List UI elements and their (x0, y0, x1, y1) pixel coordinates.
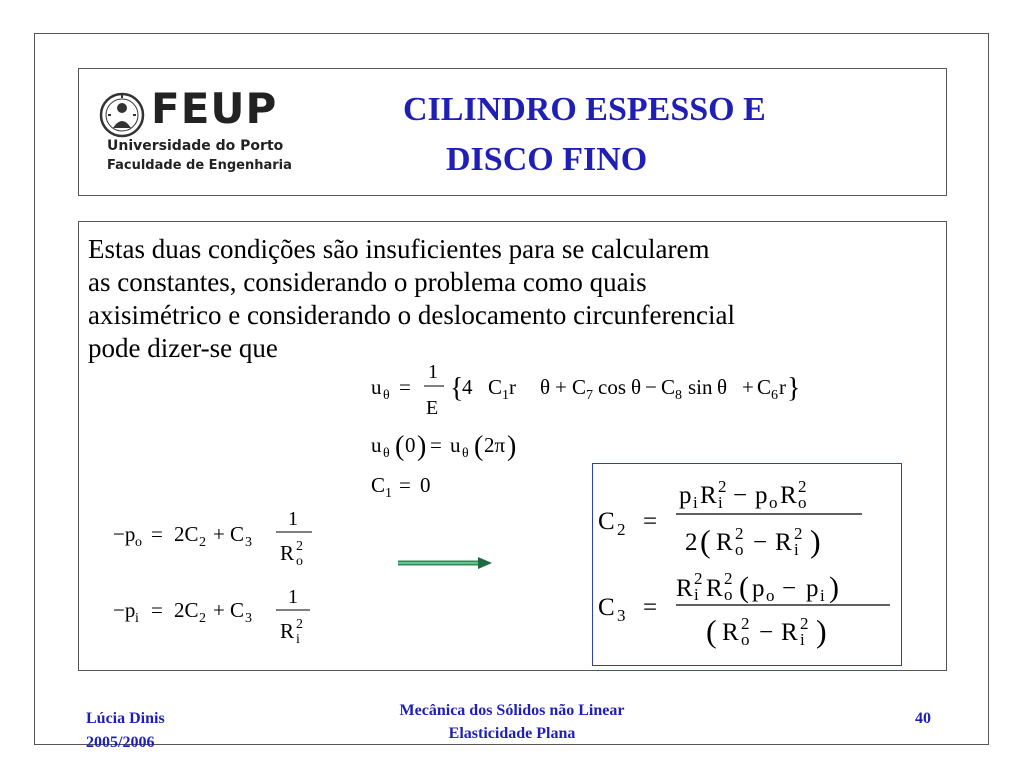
svg-text:o: o (741, 630, 750, 649)
footer-page-number: 40 (915, 710, 931, 727)
equation-c1-zero (371, 473, 431, 501)
svg-text:2: 2 (718, 477, 727, 496)
svg-text:): ) (829, 571, 839, 604)
svg-text:p: p (755, 482, 768, 509)
svg-text:−: − (753, 529, 768, 556)
svg-text:R: R (716, 529, 733, 556)
svg-text:C: C (572, 375, 587, 399)
svg-text:7: 7 (586, 388, 593, 403)
slide-title-line-2: DISCO FINO (446, 141, 648, 178)
svg-text:(: ( (706, 613, 717, 649)
svg-text:2C: 2C (174, 522, 199, 546)
svg-text:θ: θ (383, 388, 390, 403)
footer-year: 2005/2006 (86, 734, 155, 751)
svg-text:R: R (280, 541, 295, 565)
svg-text:C: C (757, 375, 772, 399)
svg-text:3: 3 (245, 611, 252, 626)
svg-text:2: 2 (685, 529, 698, 556)
svg-text:2π: 2π (484, 433, 506, 457)
implication-arrow (398, 557, 492, 569)
footer-topic: Elasticidade Plana (448, 725, 576, 742)
svg-text:0: 0 (405, 433, 416, 457)
footer-course: Mecânica dos Sólidos não Linear (399, 702, 625, 719)
equation-c2-result (598, 477, 862, 559)
svg-text:(: ( (739, 571, 749, 604)
svg-text:R: R (722, 619, 739, 646)
svg-text:2C: 2C (174, 598, 199, 622)
footer-author: Lúcia Dinis (86, 710, 165, 727)
svg-text:θ: θ (462, 446, 469, 461)
svg-text:2: 2 (735, 524, 744, 543)
svg-text:2: 2 (800, 614, 809, 633)
svg-text:1: 1 (385, 486, 392, 501)
svg-text:{: { (450, 373, 464, 404)
svg-text:R: R (775, 529, 792, 556)
svg-text:): ) (810, 523, 821, 559)
svg-text:): ) (507, 431, 517, 462)
svg-text:2: 2 (617, 520, 626, 539)
svg-text:=: = (151, 522, 163, 546)
body-line: Estas duas condições são insuficientes para se calcularem (88, 234, 710, 264)
svg-text:o: o (135, 535, 142, 550)
svg-text:p: p (806, 575, 819, 602)
svg-text:u: u (371, 375, 382, 399)
svg-text:−: − (733, 482, 748, 509)
svg-text:1: 1 (288, 586, 298, 608)
svg-text:i: i (693, 493, 698, 512)
svg-text:u: u (371, 433, 382, 457)
svg-text:−: − (759, 619, 774, 646)
svg-text:+: + (555, 375, 567, 399)
svg-text:}: } (787, 373, 801, 404)
svg-text:=: = (399, 375, 411, 399)
svg-text:o: o (296, 554, 303, 569)
svg-text:R: R (700, 482, 717, 509)
logo-wordmark: FEUP (151, 84, 278, 133)
svg-text:+: + (742, 375, 754, 399)
svg-text:C: C (230, 598, 245, 622)
svg-text:u: u (450, 433, 461, 457)
svg-text:3: 3 (617, 606, 626, 625)
svg-text:1: 1 (428, 361, 438, 383)
svg-text:i: i (135, 611, 139, 626)
equation-p-outer (113, 508, 312, 569)
svg-text:θ: θ (631, 375, 642, 399)
svg-text:): ) (417, 431, 427, 462)
svg-text:i: i (718, 493, 723, 512)
svg-text:+: + (213, 522, 225, 546)
svg-text:p: p (679, 482, 692, 509)
svg-text:2: 2 (199, 611, 206, 626)
svg-text:3: 3 (245, 535, 252, 550)
svg-text:o: o (735, 540, 744, 559)
svg-text:−p: −p (113, 598, 136, 622)
svg-text:r: r (779, 375, 786, 399)
svg-text:sin: sin (688, 375, 713, 399)
body-line: as constantes, considerando o problema como quais (88, 267, 647, 297)
svg-text:C: C (230, 522, 245, 546)
svg-text:C: C (661, 375, 676, 399)
svg-text:1: 1 (502, 388, 509, 403)
svg-text:i: i (694, 585, 699, 604)
svg-text:i: i (820, 586, 825, 605)
svg-text:=: = (151, 598, 163, 622)
svg-text:=: = (643, 594, 658, 621)
svg-text:−: − (782, 575, 797, 602)
svg-text:2: 2 (794, 524, 803, 543)
svg-text:8: 8 (675, 388, 682, 403)
svg-text:): ) (816, 613, 827, 649)
equation-c3-result (598, 569, 890, 649)
svg-text:R: R (280, 619, 295, 643)
svg-text:r: r (509, 375, 516, 399)
svg-text:o: o (769, 493, 778, 512)
svg-text:R: R (780, 482, 797, 509)
equation-u-theta (371, 361, 800, 419)
svg-text:=: = (643, 508, 658, 535)
svg-text:1: 1 (288, 508, 298, 530)
svg-text:(: ( (700, 523, 711, 559)
slide-title-line-1: CILINDRO ESPESSO E (403, 91, 766, 128)
svg-text:(: ( (395, 431, 405, 462)
svg-text:θ: θ (540, 375, 551, 399)
svg-text:2: 2 (296, 617, 303, 632)
svg-text:−p: −p (113, 522, 136, 546)
svg-text:=: = (430, 433, 442, 457)
svg-text:C: C (598, 508, 615, 535)
svg-text:θ: θ (383, 446, 390, 461)
logo-faculty-name: Faculdade de Engenharia (107, 158, 292, 173)
svg-text:p: p (752, 575, 765, 602)
svg-text:o: o (724, 585, 733, 604)
svg-text:C: C (371, 473, 386, 497)
svg-text:=: = (399, 473, 411, 497)
svg-text:2: 2 (741, 614, 750, 633)
svg-text:R: R (706, 575, 723, 602)
logo-university-name: Universidade do Porto (107, 138, 284, 154)
svg-text:6: 6 (771, 388, 778, 403)
svg-text:C: C (488, 375, 503, 399)
svg-text:2: 2 (798, 477, 807, 496)
svg-text:i: i (800, 630, 805, 649)
svg-text:o: o (766, 586, 775, 605)
svg-text:o: o (798, 493, 807, 512)
svg-text:−: − (645, 375, 657, 399)
svg-text:i: i (296, 632, 300, 647)
svg-text:+: + (213, 598, 225, 622)
body-line: pode dizer-se que (88, 333, 278, 363)
svg-text:2: 2 (694, 569, 703, 588)
svg-text:(: ( (474, 431, 484, 462)
svg-text:E: E (426, 397, 439, 419)
svg-text:4: 4 (462, 375, 473, 399)
svg-text:θ: θ (717, 375, 728, 399)
equation-p-inner (113, 586, 310, 647)
svg-text:R: R (676, 575, 693, 602)
svg-text:2: 2 (296, 539, 303, 554)
svg-text:C: C (598, 594, 615, 621)
equation-periodicity (371, 431, 516, 462)
svg-text:2: 2 (724, 569, 733, 588)
svg-text:cos: cos (598, 375, 626, 399)
svg-text:R: R (781, 619, 798, 646)
svg-text:0: 0 (420, 473, 431, 497)
svg-text:2: 2 (199, 535, 206, 550)
body-line: axisimétrico e considerando o deslocamento circunferencial (88, 300, 735, 330)
svg-text:i: i (794, 540, 799, 559)
